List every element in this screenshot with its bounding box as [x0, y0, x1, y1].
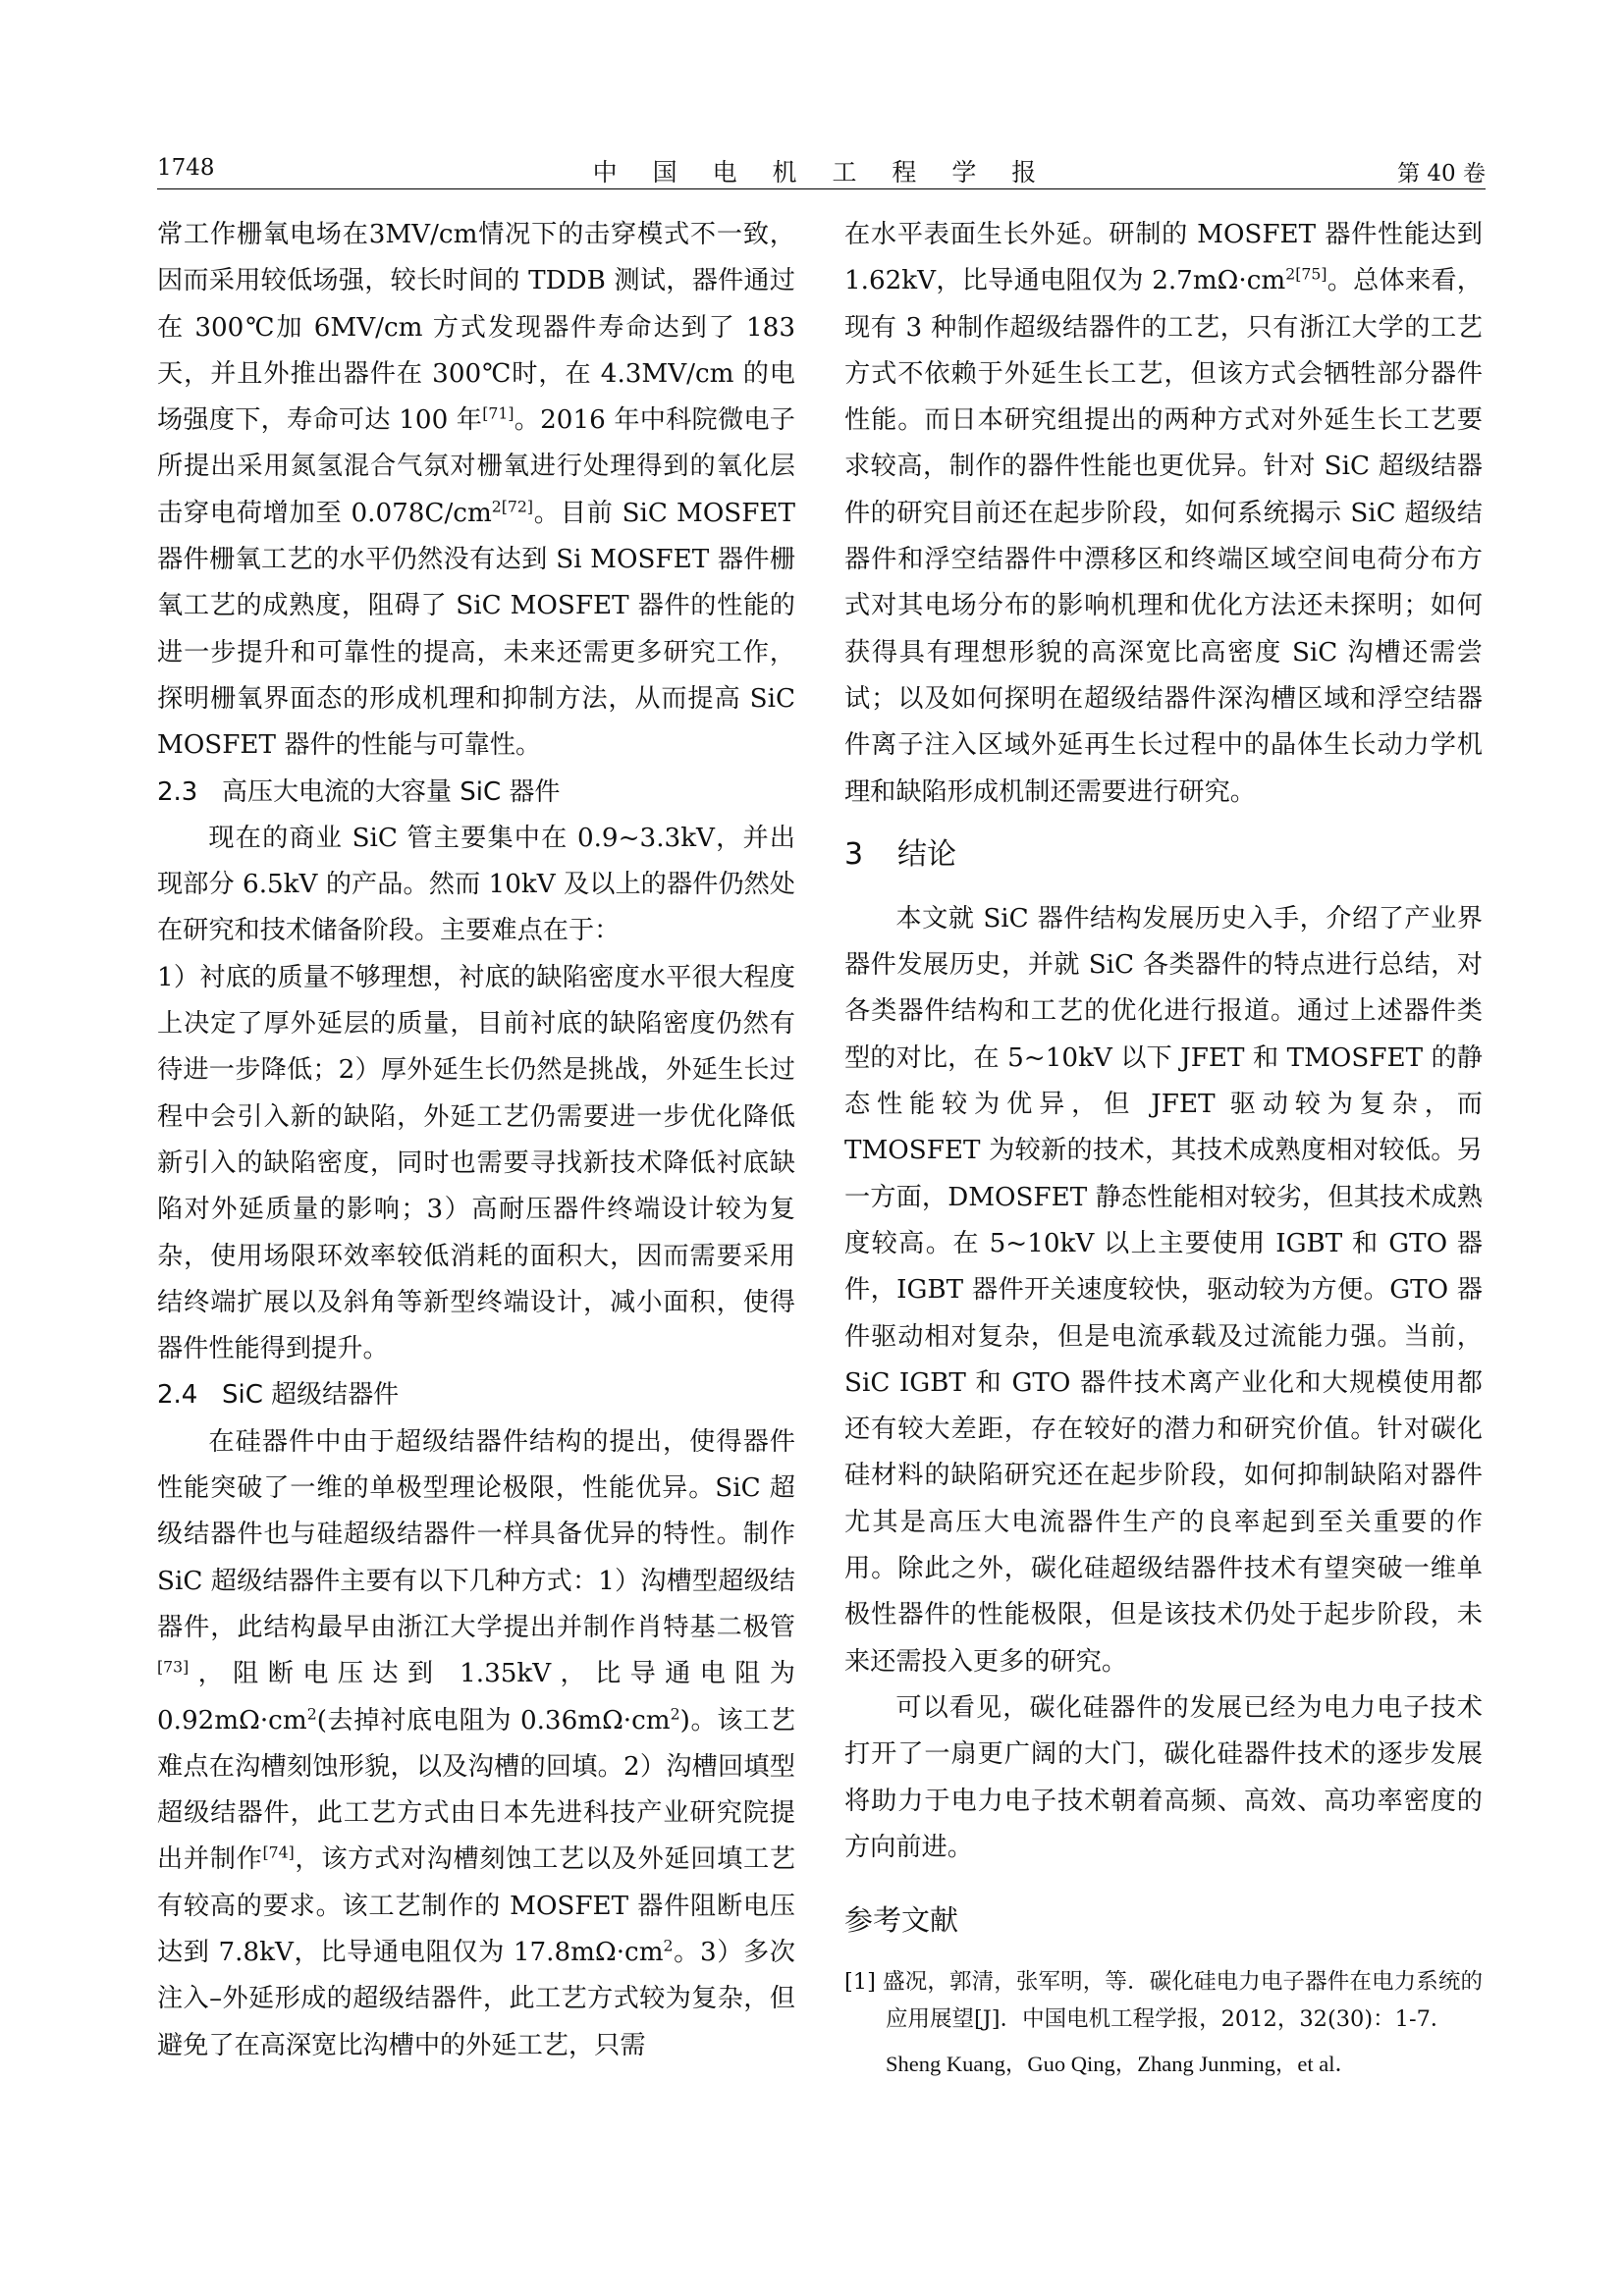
- section-heading-2-3: 2.3 高压大电流的大容量 SiC 器件: [157, 776, 561, 807]
- paragraph-conclusion: 本文就 SiC 器件结构发展历史入手，介绍了产业界器件发展历史，并就 SiC 各类器件的特点进行总结，对各类器件结构和工艺的优化进行报道。通过上述器件类型的对比，在 5~10kV 以下 JFET 和 TMOSFET 的静态性能较为优异，但 JFET 驱动较为复杂，而 TMOSFET 为较新的技术，其技术成熟度相对较低。另一方面，DMOSFET 静态性能相对较劣，但其技术成熟度较高。在 5~10kV 以上主要使用 IGBT 和 GTO 器件，IGBT 器件开关速度较快，驱动较为方便。GTO 器件驱动相对复杂，但是电流承载及过流能力强。当前，SiC IGBT 和 GTO 器件技术离产业化和大规模使用都还有较大差距，存在较好的潜力和研究价值。针对碳化硅材料的缺陷研究还在起步阶段，如何抑制缺陷对器件尤其是高压大电流器件生产的良率起到至关重要的作用。除此之外，碳化硅超级结器件技术有望突破一维单极性器件的性能极限，但是该技术仍处于起步阶段，未来还需投入更多的研究。: [844, 903, 1483, 1677]
- left-column: [157, 212, 795, 2069]
- paragraph-gate-oxide: 常工作栅氧电场在3MV/cm情况下的击穿模式不一致，因而采用较低场强，较长时间的 TDDB 测试，器件通过在 300℃加 6MV/cm 方式发现器件寿命达到了 183 天，并且外推出器件在 300℃时，在 4.3MV/cm 的电场强度下，寿命可达 100 年[71]。2016 年中科院微电子所提出采用氮氢混合气氛对栅氧进行处理得到的氧化层击穿电荷增加至 $0.078C/cm^{2[72]}$。目前 SiC MOSFET 器件栅氧工艺的水平仍然没有达到 Si MOSFET 器件栅氧工艺的成熟度，阻碍了 SiC MOSFET 器件的性能的进一步提升和可靠性的提高，未来还需更多研究工作，探明栅氧界面态的形成机理和抑制方法，从而提高 SiC MOSFET 器件的性能与可靠性。: [157, 220, 795, 761]
- reference-item-english: Sheng Kuang，Guo Qing，Zhang Junming，et al．: [886, 2052, 1357, 2077]
- paragraph-high-voltage: 现在的商业 SiC 管主要集中在 0.9~3.3kV，并出现部分 6.5kV 的产品。然而 10kV 及以上的器件仍然处在研究和技术储备阶段。主要难点在于：: [157, 823, 795, 946]
- page-header: [157, 155, 1486, 189]
- journal-title: 中 国 电 机 工 程 学 报: [592, 158, 1051, 187]
- right-column: [844, 212, 1483, 2083]
- section-heading-3: 3 结论: [844, 836, 956, 872]
- reference-item: [1] 盛况，郭清，张军明，等．碳化硅电力电子器件在电力系统的应用展望[J]．中国电机工程学报，2012，32(30)：1-7．: [844, 1969, 1483, 2033]
- paragraph-outlook: 可以看见，碳化硅器件的发展已经为电力电子技术打开了一扇更广阔的大门，碳化硅器件技术的逐步发展将助力于电力电子技术朝着高频、高效、高功率密度的方向前进。: [844, 1692, 1483, 1862]
- paragraph-superjunction-cont: 在水平表面生长外延。研制的 MOSFET 器件性能达到 1.62kV，比导通电阻仅为 $2.7m\Omega\cdot cm^{2[75]}$。总体来看，现有 3 种制作超级结器件的工艺，只有浙江大学的工艺方式不依赖于外延生长工艺，但该方式会牺牲部分器件性能。而日本研究组提出的两种方式对外延生长工艺要求较高，制作的器件性能也更优异。针对 SiC 超级结器件的研究目前还在起步阶段，如何系统揭示 SiC 超级结器件和浮空结器件中漂移区和终端区域空间电荷分布方式对其电场分布的影响机理和优化方法还未探明；如何获得具有理想形貌的高深宽比高密度 SiC 沟槽还需尝试；以及如何探明在超级结器件深沟槽区域和浮空结器件离子注入区域外延再生长过程中的晶体生长动力学机理和缺陷形成机制还需要进行研究。: [844, 220, 1483, 807]
- paragraph-superjunction: 在硅器件中由于超级结器件结构的提出，使得器件性能突破了一维的单极型理论极限，性能优异。SiC 超级结器件也与硅超级结器件一样具备优异的特性。制作 SiC 超级结器件主要有以下几种方式：1）沟槽型超级结器件，此结构最早由浙江大学提出并制作肖特基二极管[73]，阻断电压达到 1.35kV，比导通电阻为 $0.92m\Omega\cdot cm^2$(去掉衬底电阻为 $0.36m\Omega\cdot cm^2$)。该工艺难点在沟槽刻蚀形貌，以及沟槽的回填。2）沟槽回填型超级结器件，此工艺方式由日本先进科技产业研究院提出并制作[74]，该方式对沟槽刻蚀工艺以及外延回填工艺有较高的要求。该工艺制作的 MOSFET 器件阻断电压达到 7.8kV，比导通电阻仅为 $17.8m\Omega\cdot cm^2$。3）多次注入–外延形成的超级结器件，此工艺方式较为复杂，但避免了在高深宽比沟槽中的外延工艺，只需: [157, 1426, 796, 2060]
- paragraph-difficulties: 1）衬底的质量不够理想，衬底的缺陷密度水平很大程度上决定了厚外延层的质量，目前衬底的缺陷密度仍然有待进一步降低；2）厚外延生长仍然是挑战，外延生长过程中会引入新的缺陷，外延工艺仍需要进一步优化降低新引入的缺陷密度，同时也需要寻找新技术降低衬底缺陷对外延质量的影响；3）高耐压器件终端设计较为复杂，使用场限环效率较低消耗的面积大，因而需要采用结终端扩展以及斜角等新型终端设计，减小面积，使得器件性能得到提升。: [157, 962, 795, 1364]
- section-heading-2-4: 2.4 SiC 超级结器件: [157, 1380, 400, 1411]
- page-number: 1748: [157, 155, 215, 181]
- volume-label: 第 40 卷: [1397, 161, 1486, 187]
- references-heading: 参考文献: [844, 1903, 959, 1938]
